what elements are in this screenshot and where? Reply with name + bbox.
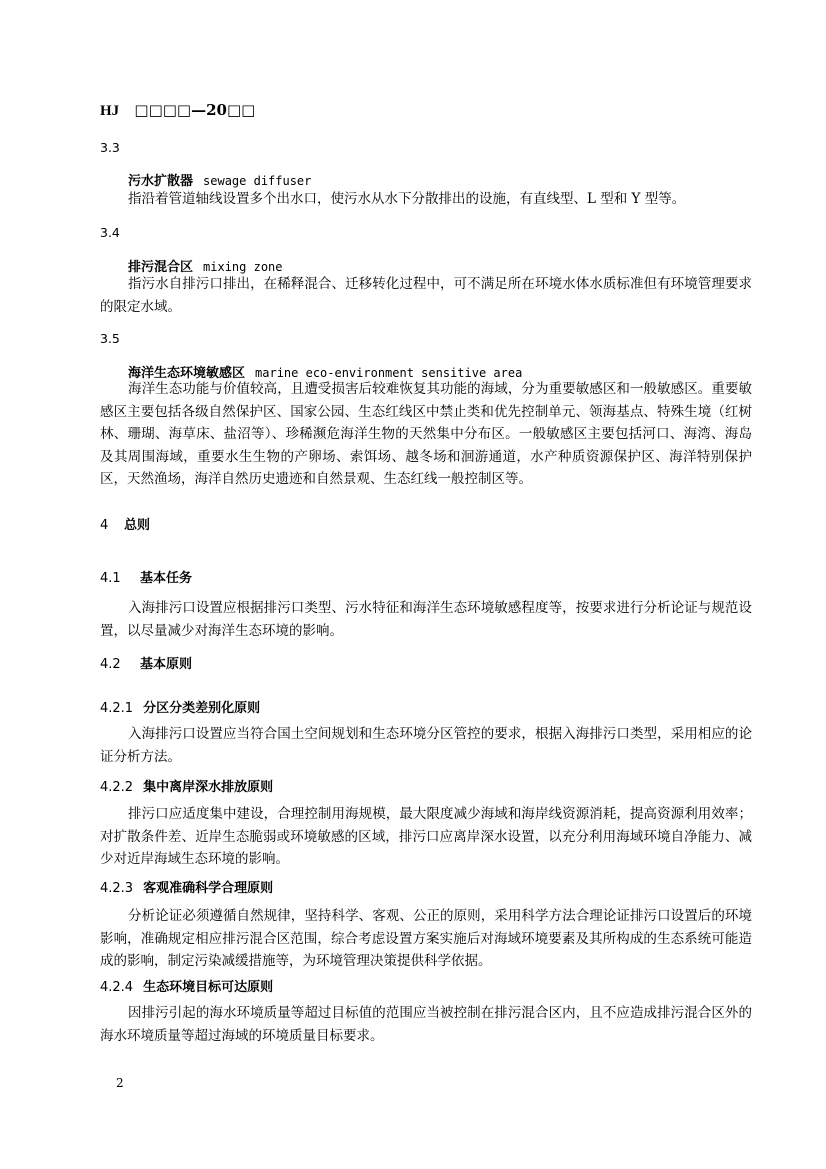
term-cn: 污水扩散器 xyxy=(128,174,194,189)
chapter-heading-4 xyxy=(100,514,150,533)
paragraph-4-1: 入海排污口设置应根据排污口类型、污水特征和海洋生态环境敏感程度等，按要求进行分析论证与规范设置，以尽量减少对海洋生态环境的影响。 xyxy=(100,600,752,639)
page-header xyxy=(100,101,255,120)
heading-number: 4.2.4 xyxy=(100,980,134,995)
term-sewage-diffuser xyxy=(128,170,311,189)
heading-number: 4.2.3 xyxy=(100,881,134,896)
term-cn: 海洋生态环境敏感区 xyxy=(128,366,246,381)
section-number-3-4: 3.4 xyxy=(100,225,120,240)
page-number: 2 xyxy=(116,1076,124,1090)
term-en: marine eco-environment sensitive area xyxy=(255,366,523,380)
paragraph-4-2-1: 入海排污口设置应当符合国土空间规划和生态环境分区管控的要求，根据入海排污口类型，采用相应的论证分析方法。 xyxy=(100,726,752,765)
definition-mixing-zone: 指污水自排污口排出，在稀释混合、迁移转化过程中，可不满足所在环境水体水质标准但有环境管理要求的限定水域。 xyxy=(100,276,752,315)
heading-title: 分区分类差别化原则 xyxy=(143,701,261,716)
heading-number: 4.2.1 xyxy=(100,701,134,716)
section-heading-4-2-2 xyxy=(100,776,273,795)
section-heading-4-2 xyxy=(100,653,192,672)
heading-title: 客观准确科学合理原则 xyxy=(143,881,274,896)
heading-title: 基本原则 xyxy=(140,657,193,672)
heading-number: 4.2.2 xyxy=(100,780,134,795)
section-heading-4-2-3 xyxy=(100,877,273,896)
heading-number: 4.1 xyxy=(100,571,121,586)
term-cn: 排污混合区 xyxy=(128,260,194,275)
term-en: mixing zone xyxy=(203,260,283,274)
heading-number: 4.2 xyxy=(100,657,121,672)
term-en: sewage diffuser xyxy=(203,174,312,188)
definition-sewage-diffuser: 指沿着管道轴线设置多个出水口，使污水从水下分散排出的设施，有直线型、L 型和 Y 型等。 xyxy=(128,191,686,207)
section-number-3-5: 3.5 xyxy=(100,331,120,346)
section-number-3-3: 3.3 xyxy=(100,140,120,155)
paragraph-4-2-3: 分析论证必须遵循自然规律，坚持科学、客观、公正的原则，采用科学方法合理论证排污口设置后的环境影响，准确规定相应排污混合区范围，综合考虑设置方案实施后对海域环境要素及其所构成的生态系统可能造成的影响，制定污染减缓措施等，为环境管理决策提供科学依据。 xyxy=(100,908,752,969)
definition-sensitive-area: 海洋生态功能与价值较高，且遭受损害后较难恢复其功能的海域，分为重要敏感区和一般敏感区。重要敏感区主要包括各级自然保护区、国家公园、生态红线区中禁止类和优先控制单元、领海基点、特殊生境（红树林、珊瑚、海草床、盐沼等）、珍稀濒危海洋生物的天然集中分布区。一般敏感区主要包括河口、海湾、海岛及其周围海域，重要水生生物的产卵场、索饵场、越冬场和洄游通道，水产种质资源保护区、海洋特别保护区，天然渔场，海洋自然历史遗迹和自然景观、生态红线一般控制区等。 xyxy=(100,381,752,487)
heading-title: 基本任务 xyxy=(140,571,193,586)
heading-title: 总则 xyxy=(124,518,151,533)
section-heading-4-2-4 xyxy=(100,976,273,995)
standard-code: □□□□—20□□ xyxy=(134,101,256,119)
heading-title: 生态环境目标可达原则 xyxy=(143,980,274,995)
paragraph-4-2-4: 因排污引起的海水环境质量等超过目标值的范围应当被控制在排污混合区内，且不应造成排污混合区外的海水环境质量等超过海域的环境质量目标要求。 xyxy=(100,1005,752,1044)
section-heading-4-1 xyxy=(100,567,192,586)
heading-number: 4 xyxy=(100,518,109,533)
heading-title: 集中离岸深水排放原则 xyxy=(143,780,274,795)
standard-prefix: HJ xyxy=(100,103,120,119)
paragraph-4-2-2: 排污口应适度集中建设，合理控制用海规模，最大限度减少海域和海岸线资源消耗，提高资源利用效率；对扩散条件差、近岸生态脆弱或环境敏感的区域，排污口应离岸深水设置，以充分利用海域环境自净能力、减少对近岸海域生态环境的影响。 xyxy=(100,806,752,867)
section-heading-4-2-1 xyxy=(100,697,260,716)
